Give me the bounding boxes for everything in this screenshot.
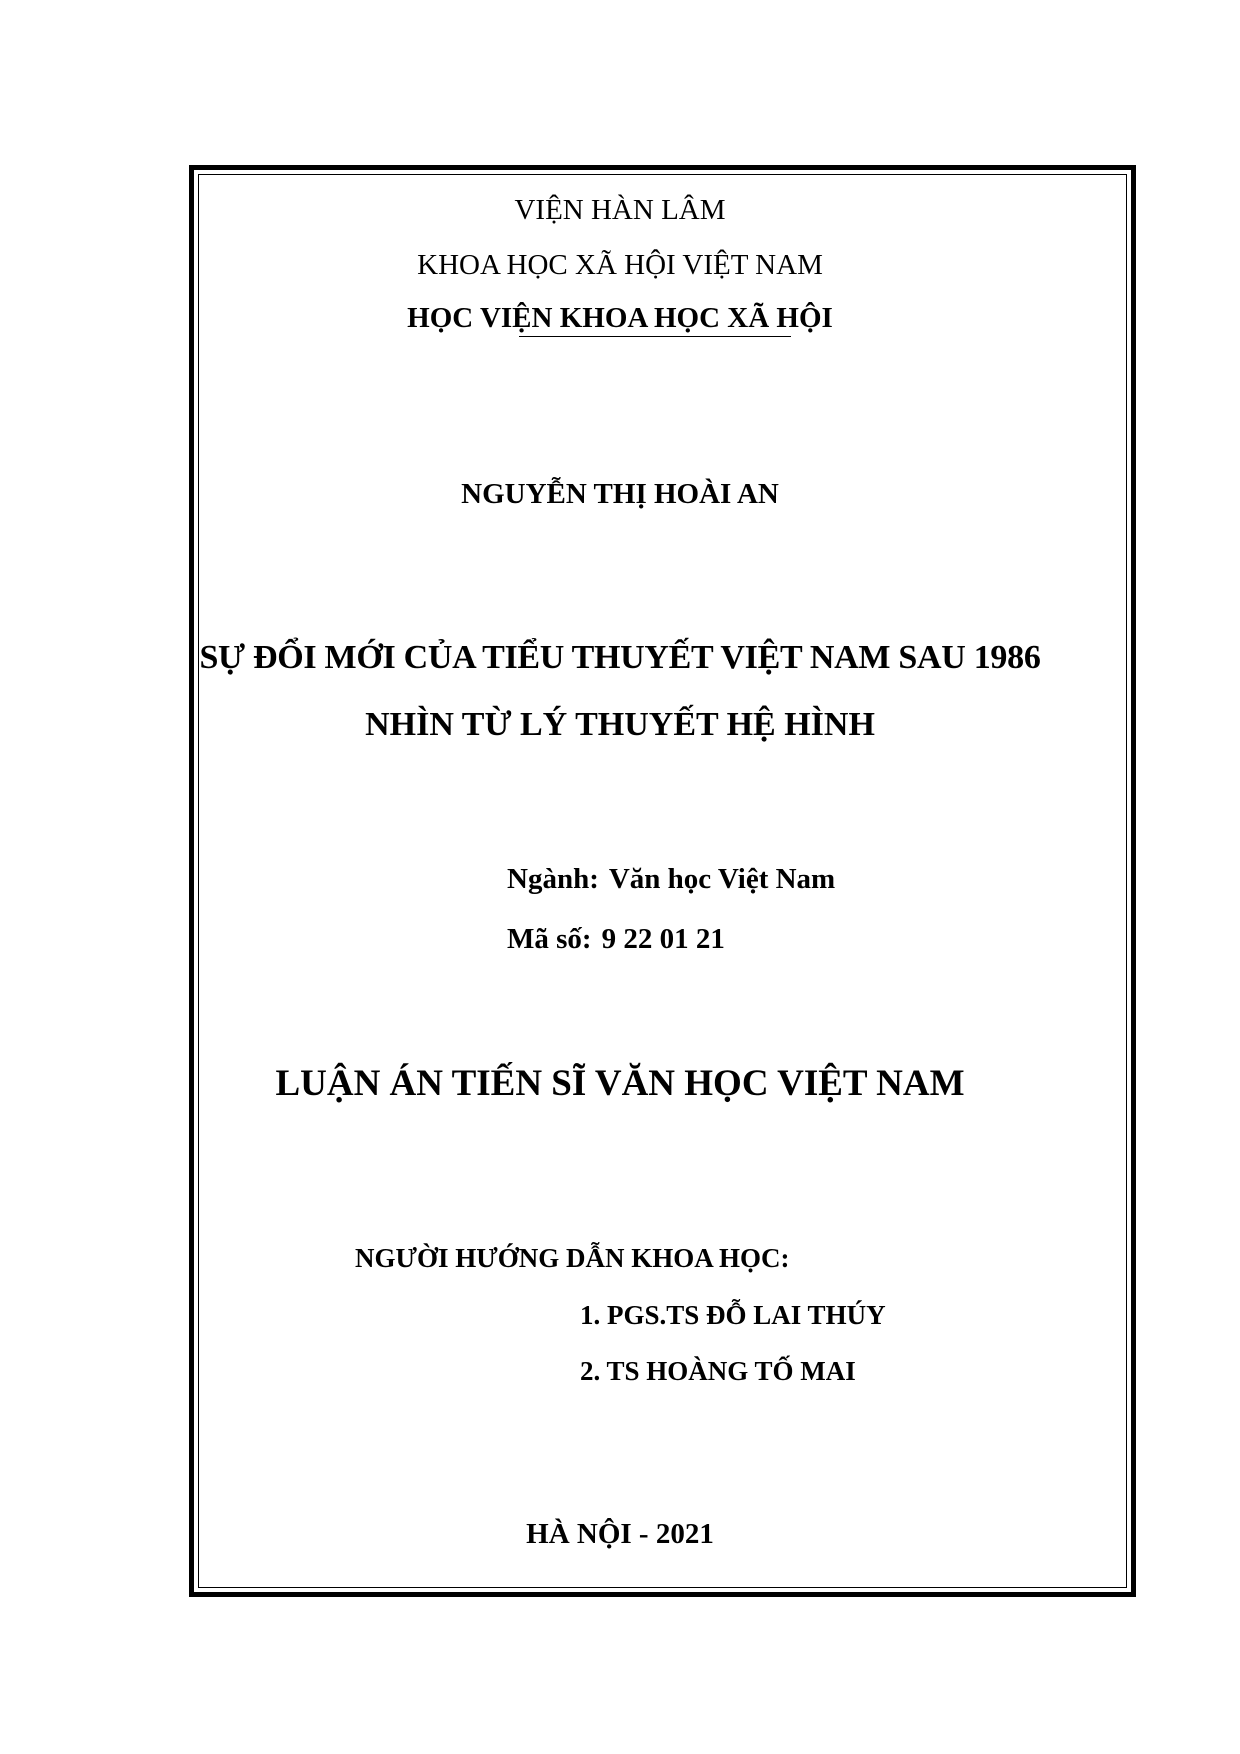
major-row (507, 865, 835, 894)
institution-line-3: HỌC VIỆN KHOA HỌC XÃ HỘI (407, 302, 833, 334)
advisor-item: 1. PGS.TS ĐỖ LAI THÚY (580, 1300, 886, 1330)
major-label: Ngành: (507, 863, 599, 895)
institution-underline (519, 336, 791, 337)
degree-title: LUẬN ÁN TIẾN SĨ VĂN HỌC VIỆT NAM (275, 1063, 965, 1104)
advisor-item: 2. TS HOÀNG TỐ MAI (580, 1356, 856, 1386)
code-value: 9 22 01 21 (601, 923, 725, 955)
institution-line-2: KHOA HỌC XÃ HỘI VIỆT NAM (417, 249, 823, 281)
place-year: HÀ NỘI - 2021 (526, 1518, 714, 1550)
institution-line-1: VIỆN HÀN LÂM (514, 194, 726, 226)
thesis-title-line-1: SỰ ĐỔI MỚI CỦA TIỂU THUYẾT VIỆT NAM SAU 1986 (199, 639, 1041, 676)
code-label: Mã số: (507, 923, 592, 955)
author-name: NGUYỄN THỊ HOÀI AN (461, 478, 779, 510)
major-value: Văn học Việt Nam (608, 863, 836, 895)
thesis-title-line-2: NHÌN TỪ LÝ THUYẾT HỆ HÌNH (365, 706, 875, 743)
advisors-heading: NGƯỜI HƯỚNG DẪN KHOA HỌC: (355, 1243, 790, 1273)
code-row (507, 925, 725, 954)
